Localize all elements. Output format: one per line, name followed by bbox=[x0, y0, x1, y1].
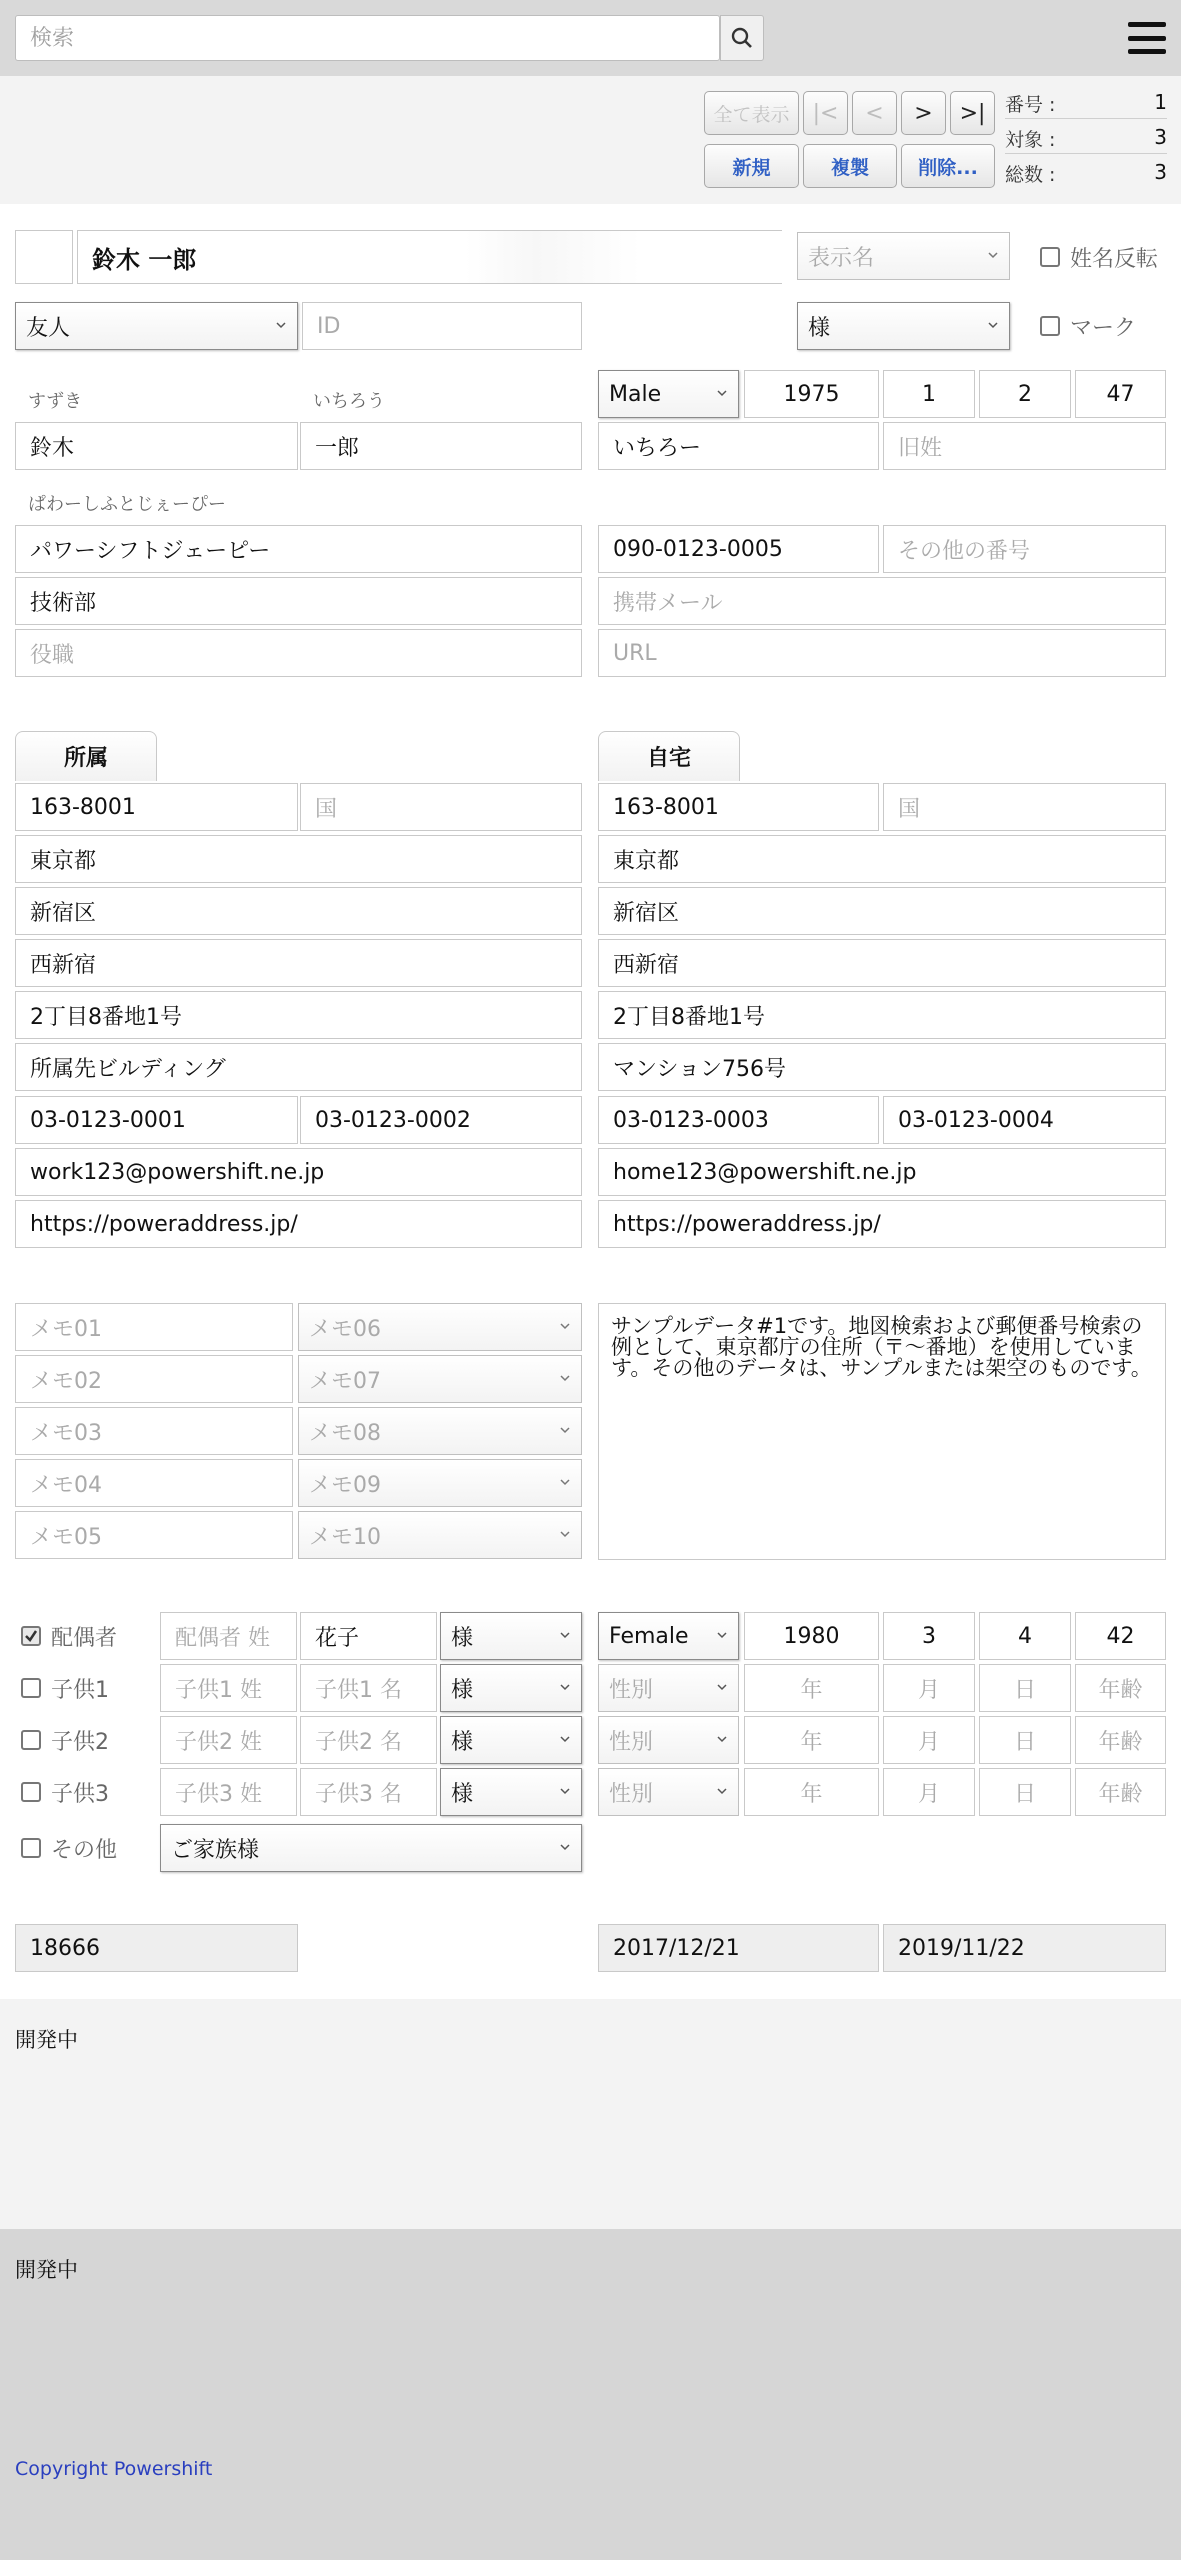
chevron-down-icon bbox=[559, 1524, 571, 1544]
family-label: 配偶者 bbox=[51, 1626, 118, 1651]
memo09-select[interactable] bbox=[298, 1459, 582, 1507]
birth-year-field[interactable]: 1975 bbox=[744, 370, 879, 418]
dev-text-2: 開発中 bbox=[15, 2258, 78, 2282]
memo04-field[interactable]: メモ04 bbox=[15, 1459, 293, 1507]
honorific-select[interactable] bbox=[797, 302, 1010, 350]
birth-month-field[interactable]: 1 bbox=[883, 370, 975, 418]
other-checkbox[interactable] bbox=[21, 1838, 41, 1858]
company-kana-label: ぱわーしふとじぇーぴー bbox=[28, 494, 226, 515]
family-gender-value: 性別 bbox=[609, 1781, 654, 1807]
age-field[interactable]: 47 bbox=[1075, 370, 1166, 418]
first-record-button[interactable]: |< bbox=[803, 91, 848, 135]
family-birth-day-field[interactable]: 日 bbox=[979, 1716, 1071, 1764]
family-checkbox[interactable] bbox=[21, 1730, 41, 1750]
family-checkbox[interactable] bbox=[21, 1626, 41, 1646]
stat-value-target: 3 bbox=[1154, 125, 1167, 149]
home-prefecture-field[interactable]: 東京都 bbox=[598, 835, 1166, 883]
family-age-field[interactable]: 年齢 bbox=[1075, 1768, 1166, 1816]
first-kana-label: いちろう bbox=[313, 391, 385, 412]
family-birth-month-field[interactable]: 月 bbox=[883, 1664, 975, 1712]
display-name-label: 表示名 bbox=[808, 245, 875, 271]
memo05-field[interactable]: メモ05 bbox=[15, 1511, 293, 1559]
stat-value-number: 1 bbox=[1154, 90, 1167, 114]
search-icon bbox=[730, 26, 754, 50]
family-first-name-field[interactable]: 子供3 名 bbox=[300, 1768, 437, 1816]
honorific-value: 様 bbox=[808, 315, 831, 341]
work-city-field[interactable]: 新宿区 bbox=[15, 887, 582, 935]
family-honorific-value: ご家族様 bbox=[171, 1837, 260, 1863]
chevron-down-icon bbox=[987, 245, 999, 265]
home-street-field[interactable]: 2丁目8番地1号 bbox=[598, 991, 1166, 1039]
family-honorific-value: 様 bbox=[451, 1729, 474, 1755]
home-phone1-field[interactable]: 03-0123-0003 bbox=[598, 1096, 879, 1144]
mark-label: マーク bbox=[1070, 316, 1137, 341]
family-last-name-field[interactable]: 配偶者 姓 bbox=[160, 1612, 297, 1660]
memo07-select[interactable] bbox=[298, 1355, 582, 1403]
category-select[interactable] bbox=[15, 302, 298, 350]
memo10-label: メモ10 bbox=[309, 1524, 381, 1550]
work-street-field[interactable]: 2丁目8番地1号 bbox=[15, 991, 582, 1039]
family-birth-month-field[interactable]: 3 bbox=[883, 1612, 975, 1660]
chevron-down-icon bbox=[559, 1677, 571, 1697]
toolbar bbox=[0, 76, 1181, 204]
home-zip-field[interactable]: 163-8001 bbox=[598, 783, 879, 831]
work-email-field[interactable]: work123@powershift.ne.jp bbox=[15, 1148, 582, 1196]
stat-label-number: 番号 : bbox=[1005, 94, 1056, 116]
family-gender-value: 性別 bbox=[609, 1729, 654, 1755]
job-title-field[interactable]: 役職 bbox=[15, 629, 582, 677]
family-honorific-value: 様 bbox=[451, 1781, 474, 1807]
family-birth-day-field[interactable]: 日 bbox=[979, 1664, 1071, 1712]
family-checkbox[interactable] bbox=[21, 1678, 41, 1698]
home-town-field[interactable]: 西新宿 bbox=[598, 939, 1166, 987]
family-first-name-field[interactable]: 子供1 名 bbox=[300, 1664, 437, 1712]
birth-day-field[interactable]: 2 bbox=[979, 370, 1071, 418]
family-gender-select[interactable] bbox=[598, 1664, 739, 1712]
family-birth-day-field[interactable]: 4 bbox=[979, 1612, 1071, 1660]
memo10-select[interactable] bbox=[298, 1511, 582, 1559]
copyright-link[interactable]: Copyright Powershift bbox=[15, 2458, 213, 2480]
menu-icon[interactable] bbox=[1128, 22, 1166, 54]
nickname-field[interactable]: いちろー bbox=[598, 422, 879, 470]
other-label: その他 bbox=[51, 1838, 118, 1863]
home-country-field[interactable]: 国 bbox=[883, 783, 1166, 831]
chevron-down-icon bbox=[559, 1368, 571, 1388]
family-first-name-field[interactable]: 花子 bbox=[300, 1612, 437, 1660]
family-gender-select[interactable] bbox=[598, 1716, 739, 1764]
family-honorific-value: 様 bbox=[451, 1625, 474, 1651]
new-button[interactable]: 新規 bbox=[704, 144, 799, 188]
work-building-field[interactable]: 所属先ビルディング bbox=[15, 1043, 582, 1091]
last-record-button[interactable]: >| bbox=[950, 91, 995, 135]
reverse-name-label: 姓名反転 bbox=[1070, 247, 1159, 272]
work-phone1-field[interactable]: 03-0123-0001 bbox=[15, 1096, 298, 1144]
family-age-field[interactable]: 年齢 bbox=[1075, 1664, 1166, 1712]
photo-box[interactable] bbox=[15, 230, 73, 284]
chevron-down-icon bbox=[716, 1781, 728, 1801]
chevron-down-icon bbox=[716, 383, 728, 403]
family-honorific-select[interactable] bbox=[440, 1612, 582, 1660]
url-field[interactable]: URL bbox=[598, 629, 1166, 677]
company-field[interactable]: パワーシフトジェーピー bbox=[15, 525, 582, 573]
display-name-select[interactable] bbox=[797, 232, 1010, 280]
tab-work[interactable]: 所属 bbox=[15, 731, 157, 781]
chevron-down-icon bbox=[559, 1729, 571, 1749]
other-number-field[interactable]: その他の番号 bbox=[883, 525, 1166, 573]
chevron-down-icon bbox=[987, 315, 999, 335]
memo09-label: メモ09 bbox=[309, 1472, 381, 1498]
family-birth-month-field[interactable]: 月 bbox=[883, 1716, 975, 1764]
search-button[interactable] bbox=[720, 15, 764, 61]
mobile-phone-field[interactable]: 090-0123-0005 bbox=[598, 525, 879, 573]
family-age-field[interactable]: 年齢 bbox=[1075, 1716, 1166, 1764]
gender-value: Male bbox=[609, 381, 662, 407]
work-zip-field[interactable]: 163-8001 bbox=[15, 783, 298, 831]
work-phone2-field[interactable]: 03-0123-0002 bbox=[300, 1096, 582, 1144]
department-field[interactable]: 技術部 bbox=[15, 577, 582, 625]
work-prefecture-field[interactable]: 東京都 bbox=[15, 835, 582, 883]
memo06-label: メモ06 bbox=[309, 1316, 381, 1342]
family-last-name-field[interactable]: 子供1 姓 bbox=[160, 1664, 297, 1712]
family-gender-value: Female bbox=[609, 1623, 689, 1649]
chevron-down-icon bbox=[559, 1837, 571, 1857]
old-name-field[interactable]: 旧姓 bbox=[883, 422, 1166, 470]
memo01-field[interactable]: メモ01 bbox=[15, 1303, 293, 1351]
work-town-field[interactable]: 西新宿 bbox=[15, 939, 582, 987]
family-label: 子供3 bbox=[51, 1782, 109, 1807]
dev-text-1: 開発中 bbox=[15, 2028, 78, 2052]
chevron-down-icon bbox=[559, 1316, 571, 1336]
delete-button[interactable]: 削除... bbox=[901, 144, 995, 188]
last-name-field[interactable]: 鈴木 bbox=[15, 422, 298, 470]
family-birth-year-field[interactable]: 1980 bbox=[744, 1612, 879, 1660]
home-building-field[interactable]: マンション756号 bbox=[598, 1043, 1166, 1091]
family-honorific-select[interactable] bbox=[440, 1716, 582, 1764]
search-input[interactable] bbox=[15, 15, 720, 61]
duplicate-button[interactable]: 複製 bbox=[803, 144, 897, 188]
mobile-mail-field[interactable]: 携帯メール bbox=[598, 577, 1166, 625]
memo06-select[interactable] bbox=[298, 1303, 582, 1351]
home-email-field[interactable]: home123@powershift.ne.jp bbox=[598, 1148, 1166, 1196]
chevron-down-icon bbox=[559, 1472, 571, 1492]
family-birth-month-field[interactable]: 月 bbox=[883, 1768, 975, 1816]
family-gender-select[interactable] bbox=[598, 1612, 739, 1660]
memo08-select[interactable] bbox=[298, 1407, 582, 1455]
family-first-name-field[interactable]: 子供2 名 bbox=[300, 1716, 437, 1764]
stat-label-target: 対象 : bbox=[1005, 129, 1056, 151]
first-name-field[interactable]: 一郎 bbox=[300, 422, 582, 470]
family-last-name-field[interactable]: 子供2 姓 bbox=[160, 1716, 297, 1764]
last-kana-label: すずき bbox=[28, 391, 83, 412]
stat-value-total: 3 bbox=[1154, 160, 1167, 184]
family-honorific-value: 様 bbox=[451, 1677, 474, 1703]
chevron-down-icon bbox=[275, 315, 287, 335]
reverse-name-checkbox[interactable] bbox=[1040, 247, 1060, 267]
family-honorific-select[interactable] bbox=[440, 1664, 582, 1712]
chevron-down-icon bbox=[716, 1677, 728, 1697]
memo07-label: メモ07 bbox=[309, 1368, 381, 1394]
family-gender-value: 性別 bbox=[609, 1677, 654, 1703]
note-textarea[interactable]: サンプルデータ#1です。地図検索および郵便番号検索の例として、東京都庁の住所（〒～番地）を使用しています。その他のデータは、サンプルまたは架空のものです。 bbox=[598, 1303, 1166, 1560]
dev-section-2 bbox=[0, 2229, 1181, 2560]
home-url-field[interactable]: https://poweraddress.jp/ bbox=[598, 1200, 1166, 1248]
created-date-field: 2017/12/21 bbox=[598, 1924, 879, 1972]
chevron-down-icon bbox=[559, 1420, 571, 1440]
memo02-field[interactable]: メモ02 bbox=[15, 1355, 293, 1403]
work-url-field[interactable]: https://poweraddress.jp/ bbox=[15, 1200, 582, 1248]
family-honorific-select[interactable] bbox=[160, 1824, 582, 1872]
gender-select[interactable] bbox=[598, 370, 739, 418]
chevron-down-icon bbox=[559, 1625, 571, 1645]
mark-checkbox[interactable] bbox=[1040, 316, 1060, 336]
home-phone2-field[interactable]: 03-0123-0004 bbox=[883, 1096, 1166, 1144]
updated-date-field: 2019/11/22 bbox=[883, 1924, 1166, 1972]
chevron-down-icon bbox=[559, 1781, 571, 1801]
category-value: 友人 bbox=[26, 315, 71, 341]
family-birth-day-field[interactable]: 日 bbox=[979, 1768, 1071, 1816]
full-name[interactable]: 鈴木 一郎 bbox=[77, 230, 782, 284]
family-birth-year-field[interactable]: 年 bbox=[744, 1768, 879, 1816]
memo03-field[interactable]: メモ03 bbox=[15, 1407, 293, 1455]
family-birth-year-field[interactable]: 年 bbox=[744, 1716, 879, 1764]
dev-section-1 bbox=[0, 1999, 1181, 2229]
family-honorific-select[interactable] bbox=[440, 1768, 582, 1816]
work-country-field[interactable]: 国 bbox=[300, 783, 582, 831]
family-last-name-field[interactable]: 子供3 姓 bbox=[160, 1768, 297, 1816]
chevron-down-icon bbox=[716, 1625, 728, 1645]
show-all-button[interactable]: 全て表示 bbox=[704, 91, 799, 135]
family-birth-year-field[interactable]: 年 bbox=[744, 1664, 879, 1712]
stat-label-total: 総数 : bbox=[1005, 164, 1056, 186]
record-number-field: 18666 bbox=[15, 1924, 298, 1972]
tab-home[interactable]: 自宅 bbox=[598, 731, 740, 781]
home-city-field[interactable]: 新宿区 bbox=[598, 887, 1166, 935]
family-age-field[interactable]: 42 bbox=[1075, 1612, 1166, 1660]
id-field[interactable]: ID bbox=[302, 302, 582, 350]
next-record-button[interactable]: > bbox=[901, 91, 946, 135]
family-label: 子供2 bbox=[51, 1730, 109, 1755]
family-gender-select[interactable] bbox=[598, 1768, 739, 1816]
family-checkbox[interactable] bbox=[21, 1782, 41, 1802]
prev-record-button[interactable]: < bbox=[852, 91, 897, 135]
chevron-down-icon bbox=[716, 1729, 728, 1749]
family-label: 子供1 bbox=[51, 1678, 109, 1703]
memo08-label: メモ08 bbox=[309, 1420, 381, 1446]
